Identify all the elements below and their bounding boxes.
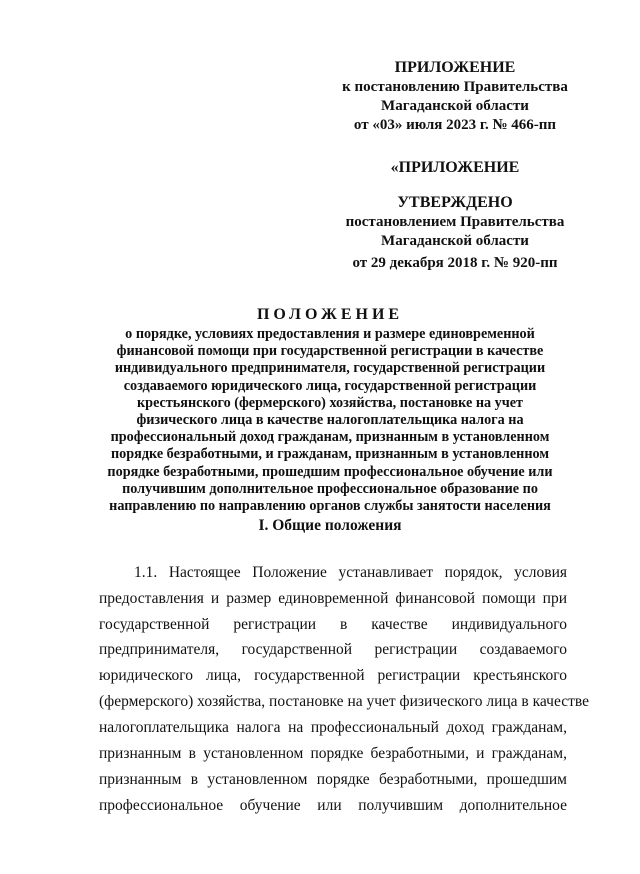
subtitle-line: профессиональный доход гражданам, признанным в установленном (110, 429, 550, 446)
paragraph-line: профессиональное обучение или получившим дополнительное (99, 797, 567, 814)
subtitle-line: порядке безработными, прошедшим профессиональное обучение или (107, 463, 553, 480)
paragraph-line: предпринимателя, государственной регистрации создаваемого (99, 641, 567, 658)
section-heading (96, 517, 564, 535)
subtitle-line: индивидуального предпринимателя, государственной регистрации (114, 360, 546, 377)
subtitle-line: крестьянского (фермерского) хозяйства, постановке на учет (137, 394, 523, 411)
approved-header (320, 158, 590, 273)
approved-line-1: постановлением Правительства (345, 214, 565, 230)
appendix-line-2: Магаданской области (381, 98, 529, 114)
subtitle-line: финансовой помощи при государственной регистрации в качестве (116, 343, 544, 360)
subtitle-line: направлению по направлению органов службы занятости населения (109, 498, 551, 515)
subtitle-line: создаваемого юридического лица, государственной регистрации (123, 377, 537, 394)
approved-appendix-label: «ПРИЛОЖЕНИЕ (390, 159, 520, 176)
approved-line-2: Магаданской области (381, 233, 529, 249)
title-text: ПОЛОЖЕНИЕ (256, 306, 404, 323)
approved-line-3: от 29 декабря 2018 г. № 920-пп (352, 255, 558, 271)
subtitle-line: порядке безработными, и гражданам, признанным в установленном (111, 446, 549, 463)
paragraph-line: 1.1. Настоящее Положение устанавливает порядок, условия (134, 564, 567, 581)
appendix-line-1: к постановлению Правительства (342, 79, 568, 95)
paragraph-line: налогоплательщика налога на профессиональный доход гражданам, (99, 719, 567, 736)
subtitle-line: физического лица в качестве налогоплательщика налога на (136, 412, 524, 429)
appendix-label: ПРИЛОЖЕНИЕ (394, 59, 516, 76)
paragraph-line: (фермерского) хозяйства, постановке на учет физического лица в качестве (99, 693, 589, 710)
paragraph-line: юридического лица, государственной регистрации крестьянского (99, 667, 567, 684)
paragraph-line: признанным в установленном порядке безработными, и гражданам, (99, 745, 567, 762)
subtitle-line: получившим дополнительное профессиональное образование по (122, 480, 538, 497)
section-heading-text: I. Общие положения (258, 517, 402, 534)
paragraph-line: признанным в установленном порядке безработными, прошедшим (99, 771, 567, 788)
approved-label: УТВЕРЖДЕНО (397, 194, 513, 211)
paragraph-line: государственной регистрации в качестве индивидуального (99, 616, 567, 633)
subtitle-line: о порядке, условиях предоставления и размере единовременной (125, 326, 535, 342)
appendix-line-3: от «03» июля 2023 г. № 466-пп (353, 117, 557, 133)
document-subtitle (96, 326, 564, 515)
paragraph-line: предоставления и размер единовременной финансовой помощи при (99, 590, 567, 607)
document-title (96, 306, 564, 324)
appendix-header (320, 58, 590, 135)
